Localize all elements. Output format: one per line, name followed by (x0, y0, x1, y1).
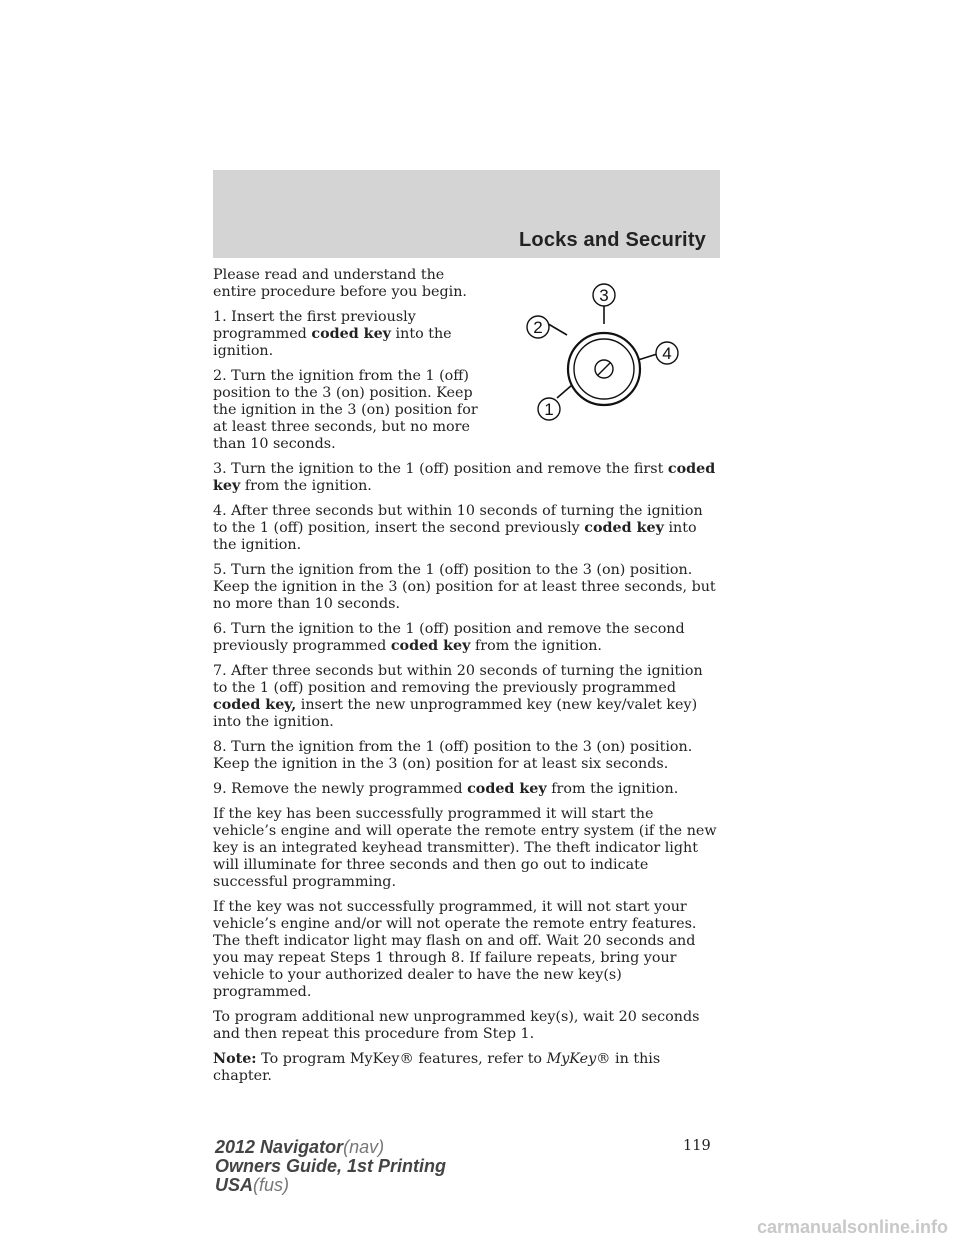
step-6: 6. Turn the ignition to the 1 (off) position and remove the second previously programmed coded key from the ignition. (213, 621, 685, 654)
additional-keys-paragraph: To program additional new unprogrammed key(s), wait 20 seconds and then repeat this procedure from Step 1. (213, 1009, 700, 1042)
step-9: 9. Remove the newly programmed coded key from the ignition. (213, 781, 679, 797)
footer-imprint (215, 1138, 446, 1195)
footer-line-2: Owners Guide, 1st Printing (215, 1156, 447, 1176)
step-8: 8. Turn the ignition from the 1 (off) position to the 3 (on) position. Keep the ignition in the 3 (on) position for at least six seconds. (213, 739, 693, 772)
label-3: 3 (599, 286, 609, 305)
section-header (213, 170, 720, 258)
step-5: 5. Turn the ignition from the 1 (off) position to the 3 (on) position. Keep the ignition in the 3 (on) position for at least three seconds, but no more than 10 seconds. (213, 562, 716, 612)
step-1: 1. Insert the first previously programmed coded key into the ignition. (213, 309, 452, 359)
label-2: 2 (533, 318, 543, 337)
step-7: 7. After three seconds but within 20 seconds of turning the ignition to the 1 (off) position and removing the previously programmed coded key, insert the new unprogrammed key (new key/valet key) into the ignition. (213, 663, 703, 730)
page-number: 119 (683, 1138, 711, 1154)
footer-line-1: 2012 Navigator(nav) (215, 1137, 385, 1157)
step-3: 3. Turn the ignition to the 1 (off) position and remove the first coded key from the ignition. (213, 461, 716, 494)
body-text (213, 267, 718, 1093)
section-title: Locks and Security (519, 229, 706, 251)
label-1: 1 (544, 400, 554, 419)
intro-paragraph: Please read and understand the entire procedure before you begin. (213, 267, 467, 300)
step-2: 2. Turn the ignition from the 1 (off) position to the 3 (on) position. Keep the ignition in the 3 (on) position for at least three seconds, but no more than 10 seconds. (213, 368, 478, 452)
label-4: 4 (662, 344, 672, 363)
success-paragraph: If the key has been successfully programmed it will start the vehicle’s engine and will operate the remote entry system (if the new key is an integrated keyhead transmitter). The theft indicator light will illuminate for three seconds and then go out to indicate successful programming. (213, 806, 717, 890)
footer-line-3: USA(fus) (215, 1175, 290, 1195)
watermark: carmanualsonline.info (756, 1217, 948, 1237)
failure-paragraph: If the key was not successfully programmed, it will not start your vehicle’s engine and/or will not operate the remote entry features. The theft indicator light may flash on and off. Wait 20 seconds and you may repeat Steps 1 through 8. If failure repeats, bring your vehicle to your authorized dealer to have the new key(s) programmed. (213, 899, 697, 1000)
note-paragraph: Note: To program MyKey® features, refer to MyKey® in this chapter. (213, 1051, 661, 1084)
step-4: 4. After three seconds but within 10 seconds of turning the ignition to the 1 (off) position, insert the second previously coded key into the ignition. (213, 503, 703, 553)
